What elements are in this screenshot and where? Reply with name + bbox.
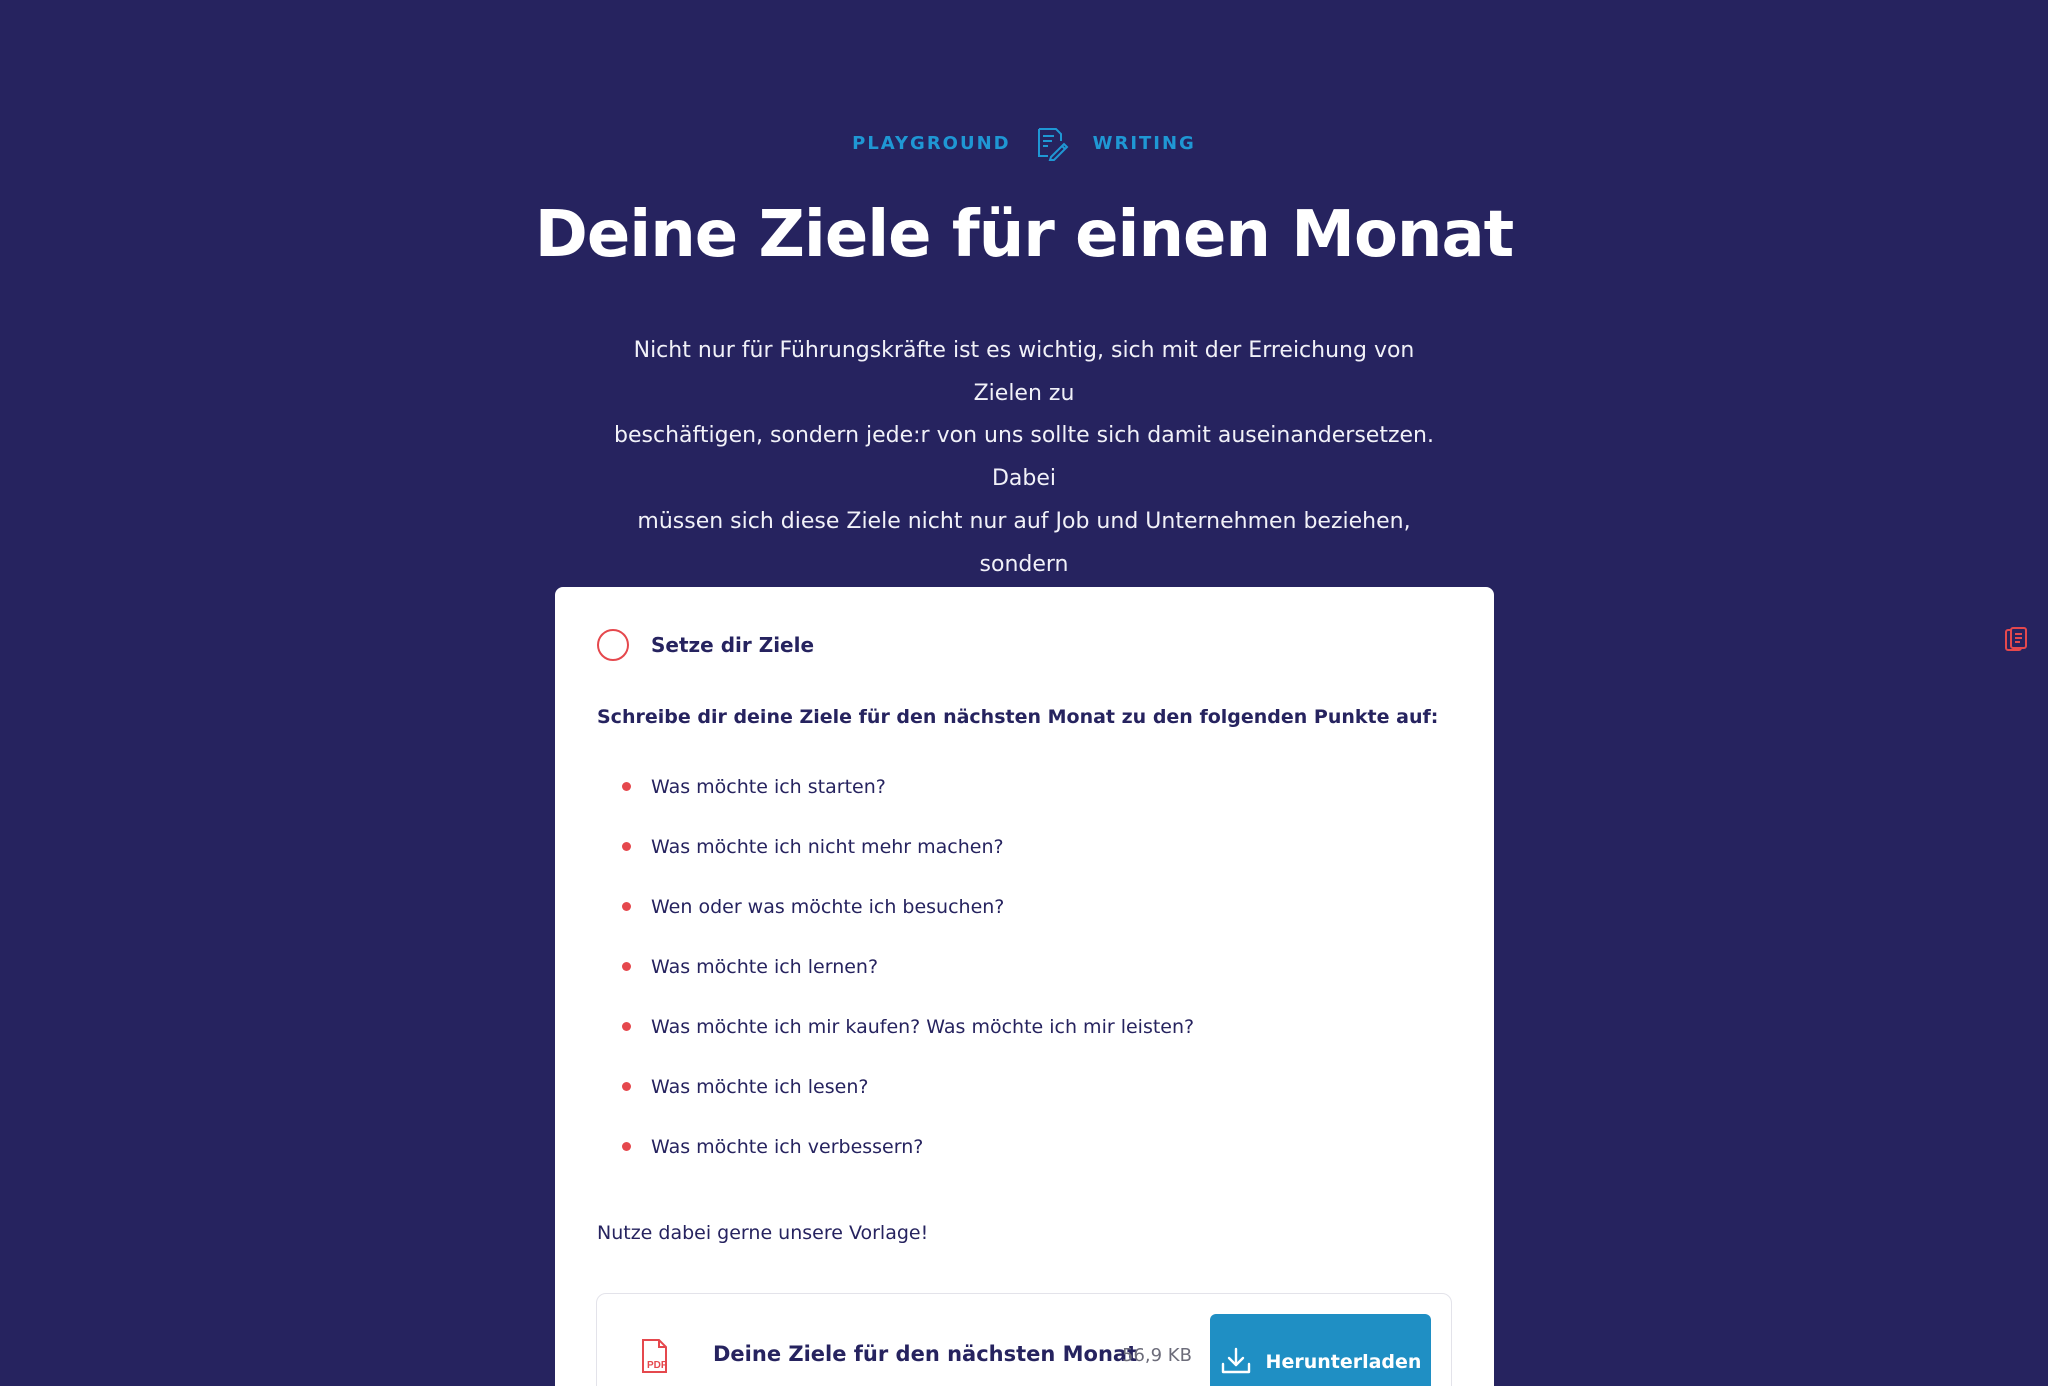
step-instruction: Schreibe dir deine Ziele für den nächsten Monat zu den folgenden Punkte auf: [597, 706, 1439, 728]
category-breadcrumb [0, 124, 2048, 162]
question-text: Was möchte ich starten? [651, 776, 886, 798]
list-item [597, 1009, 1457, 1069]
intro-line: Nicht nur für Führungskräfte ist es wichtig, sich mit der Erreichung von Zielen zu [633, 338, 1415, 406]
pdf-icon-label: PDF [647, 1360, 667, 1371]
intro-line: müssen sich diese Ziele nicht nur auf Job und Unternehmen beziehen, sondern [637, 508, 1411, 577]
category-writing-label[interactable]: WRITING [1092, 132, 1196, 154]
page-title: Deine Ziele für einen Monat [534, 198, 1514, 272]
pdf-icon [639, 1338, 671, 1374]
question-text: Was möchte ich lernen? [651, 956, 879, 978]
question-text: Was möchte ich verbessern? [651, 1136, 924, 1158]
file-name: Deine Ziele für den nächsten Monat [713, 1342, 1138, 1366]
step-checkbox[interactable] [597, 629, 629, 661]
download-box [596, 1293, 1452, 1386]
intro-line: beschäftigen, sondern jede:r von uns sollte sich damit auseinandersetzen. Dabei [614, 423, 1434, 492]
file-size: 56,9 KB [1122, 1345, 1192, 1366]
bullet-icon [622, 962, 631, 971]
notes-icon[interactable] [2004, 626, 2028, 654]
bullet-icon [622, 1022, 631, 1031]
download-button-label: Herunterladen [1265, 1351, 1422, 1373]
category-playground-label[interactable]: PLAYGROUND [852, 132, 1011, 154]
question-text: Was möchte ich nicht mehr machen? [651, 836, 1004, 858]
question-text: Was möchte ich mir kaufen? Was möchte ich mir leisten? [651, 1016, 1195, 1038]
writing-pen-icon [1033, 124, 1071, 162]
list-item [597, 949, 1457, 1009]
download-button[interactable] [1210, 1314, 1431, 1386]
bullet-icon [622, 782, 631, 791]
bullet-icon [622, 1082, 631, 1091]
list-item [597, 769, 1457, 829]
bullet-icon [622, 1142, 631, 1151]
download-icon [1220, 1347, 1252, 1378]
step-title: Setze dir Ziele [651, 633, 815, 657]
bullet-icon [622, 842, 631, 851]
intro-text [614, 330, 1434, 629]
list-item [597, 1069, 1457, 1129]
step-card [555, 587, 1494, 1386]
step-header [597, 629, 814, 661]
question-text: Was möchte ich lesen? [651, 1076, 869, 1098]
bullet-icon [622, 902, 631, 911]
list-item [597, 829, 1457, 889]
list-item [597, 889, 1457, 949]
question-list [597, 769, 1457, 1189]
question-text: Wen oder was möchte ich besuchen? [651, 896, 1005, 918]
list-item [597, 1129, 1457, 1189]
template-note: Nutze dabei gerne unsere Vorlage! [597, 1222, 929, 1244]
